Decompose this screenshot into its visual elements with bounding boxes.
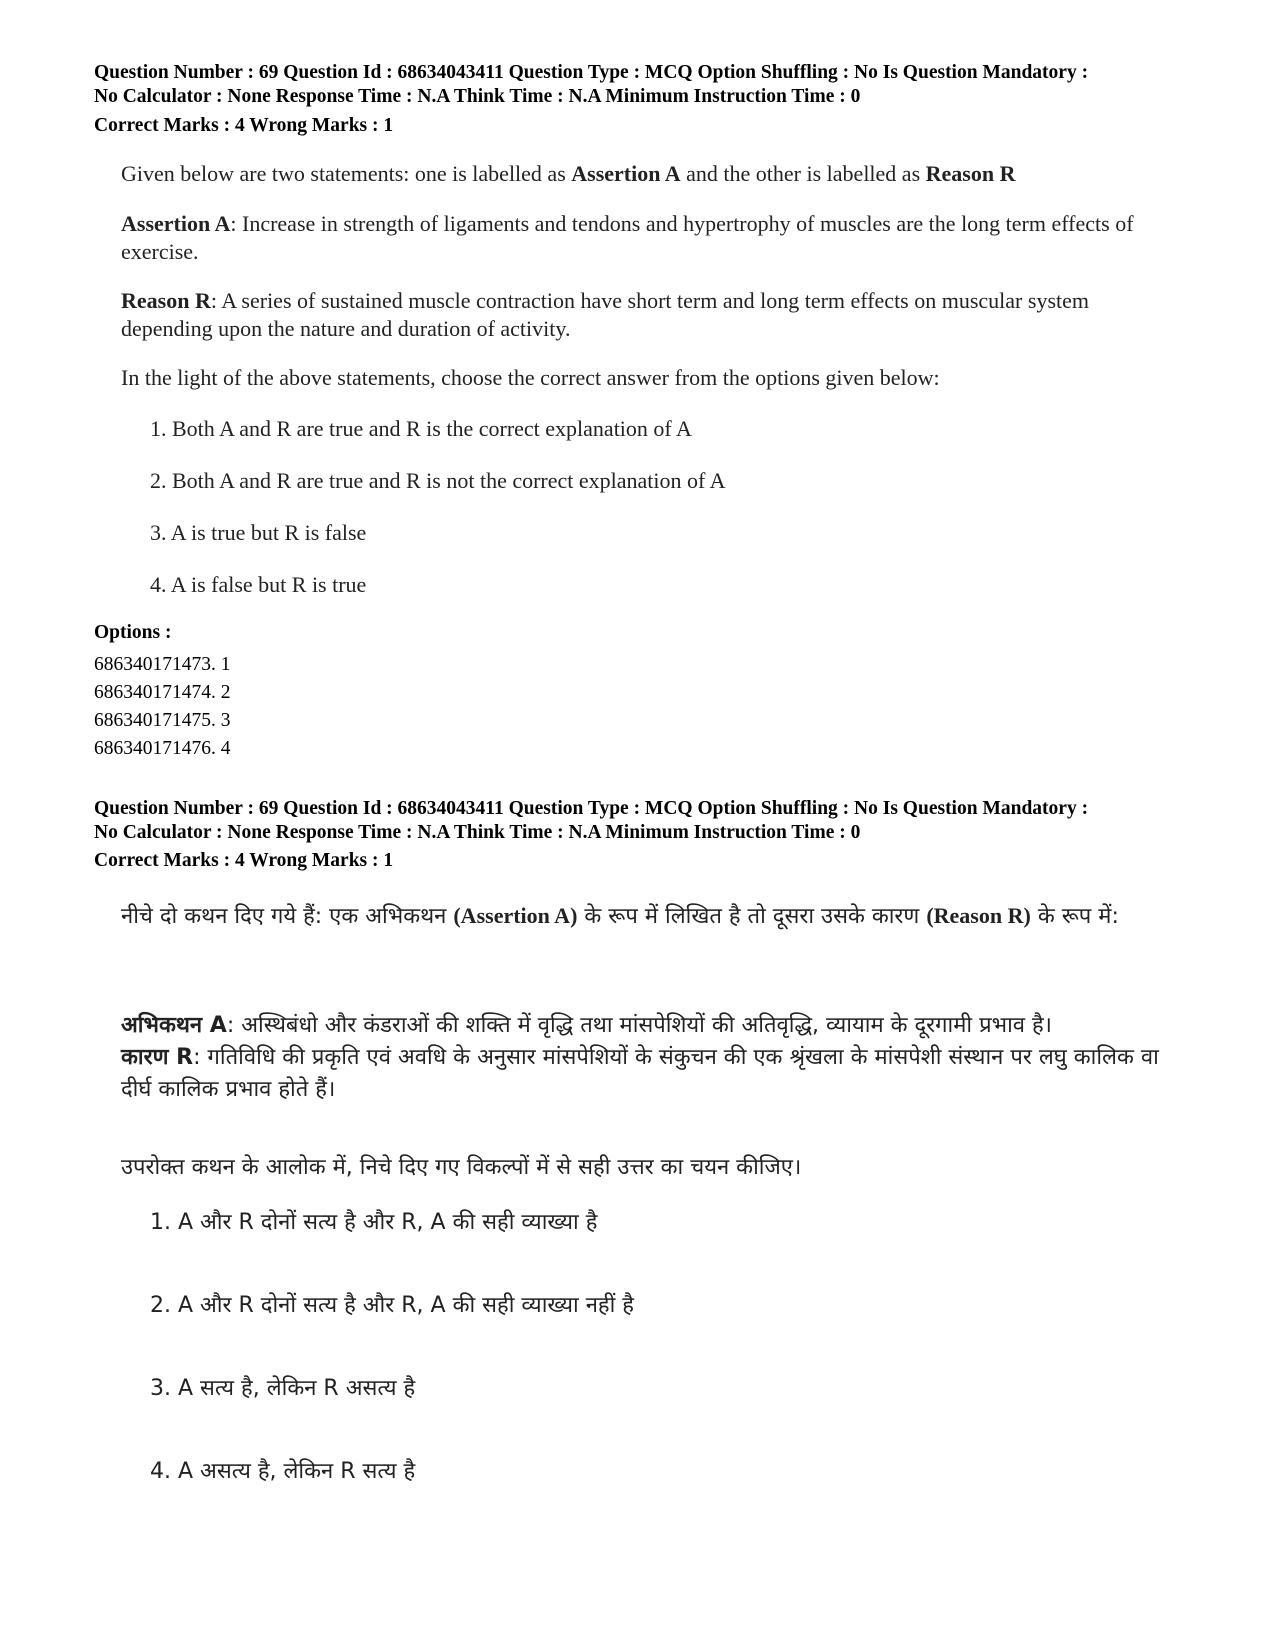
assertion-text: : Increase in strength of ligaments and tendons and hypertrophy of muscles are the long term effects of exercise. <box>121 211 1134 264</box>
reason-label: Reason R <box>121 288 211 313</box>
answer-choice: 4. A is false but R is true <box>150 572 367 597</box>
reason-label: कारण R <box>121 1045 194 1070</box>
question-header <box>94 61 1224 109</box>
question-meta-line: Question Number : 69 Question Id : 68634043411 Question Type : MCQ Option Shuffling : No Is Question Mandatory : <box>94 62 1089 83</box>
option-id: 686340171473. 1 <box>94 654 231 675</box>
assertion-statement <box>121 1010 1181 1042</box>
reason-statement <box>121 1042 1181 1106</box>
options-label: Options : <box>94 622 172 643</box>
assertion-label: Assertion A <box>121 211 231 236</box>
answer-choice: 2. A और R दोनों सत्य है और R, A की सही व्याख्या नहीं है <box>150 1293 634 1318</box>
question-meta-line: No Calculator : None Response Time : N.A Think Time : N.A Minimum Instruction Time : 0 <box>94 86 861 107</box>
answer-choice: 4. A असत्य है, लेकिन R सत्य है <box>150 1459 416 1484</box>
marks-line: Correct Marks : 4 Wrong Marks : 1 <box>94 115 394 136</box>
reason-text: : गतिविधि की प्रकृति एवं अवधि के अनुसार मांसपेशियों के संकुचन की एक श्रृंखला के मांसपेशी संस्थान पर लघु कालिक वा दीर्घ कालिक प्रभाव होते हैं। <box>121 1045 1159 1102</box>
question-intro: Given below are two statements: one is labelled as Assertion A and the other is labelled as Reason R <box>121 161 1016 186</box>
answer-choice: 1. A और R दोनों सत्य है और R, A की सही व्याख्या है <box>150 1210 598 1235</box>
assertion-label: अभिकथन A <box>121 1013 227 1038</box>
option-id: 686340171474. 2 <box>94 682 231 703</box>
question-prompt: उपरोक्त कथन के आलोक में, निचे दिए गए विकल्पों में से सही उत्तर का चयन कीजिए। <box>121 1155 802 1180</box>
reason-text: : A series of sustained muscle contraction have short term and long term effects on muscular system depending upon the nature and duration of activity. <box>121 288 1089 341</box>
question-meta-line: No Calculator : None Response Time : N.A Think Time : N.A Minimum Instruction Time : 0 <box>94 822 861 843</box>
answer-choice: 2. Both A and R are true and R is not the correct explanation of A <box>150 468 726 493</box>
question-prompt: In the light of the above statements, choose the correct answer from the options given below: <box>121 365 940 390</box>
marks-line: Correct Marks : 4 Wrong Marks : 1 <box>94 850 394 871</box>
question-meta-line: Question Number : 69 Question Id : 68634043411 Question Type : MCQ Option Shuffling : No Is Question Mandatory : <box>94 798 1089 819</box>
assertion-text: : अस्थिबंधो और कंडराओं की शक्ति में वृद्धि तथा मांसपेशियों की अतिवृद्धि, व्यायाम के दूरगामी प्रभाव है। <box>226 1013 1053 1038</box>
reason-statement <box>121 287 1181 343</box>
question-header <box>94 797 1224 845</box>
question-intro: नीचे दो कथन दिए गये हैं: एक अभिकथन (Assertion A) के रूप में लिखित है तो दूसरा उसके कारण (Reason R) के रूप में: <box>121 903 1119 929</box>
option-id: 686340171475. 3 <box>94 710 231 731</box>
option-id: 686340171476. 4 <box>94 738 231 759</box>
answer-choice: 1. Both A and R are true and R is the correct explanation of A <box>150 416 692 441</box>
assertion-statement <box>121 210 1181 266</box>
answer-choice: 3. A is true but R is false <box>150 520 367 545</box>
answer-choice: 3. A सत्य है, लेकिन R असत्य है <box>150 1376 416 1401</box>
